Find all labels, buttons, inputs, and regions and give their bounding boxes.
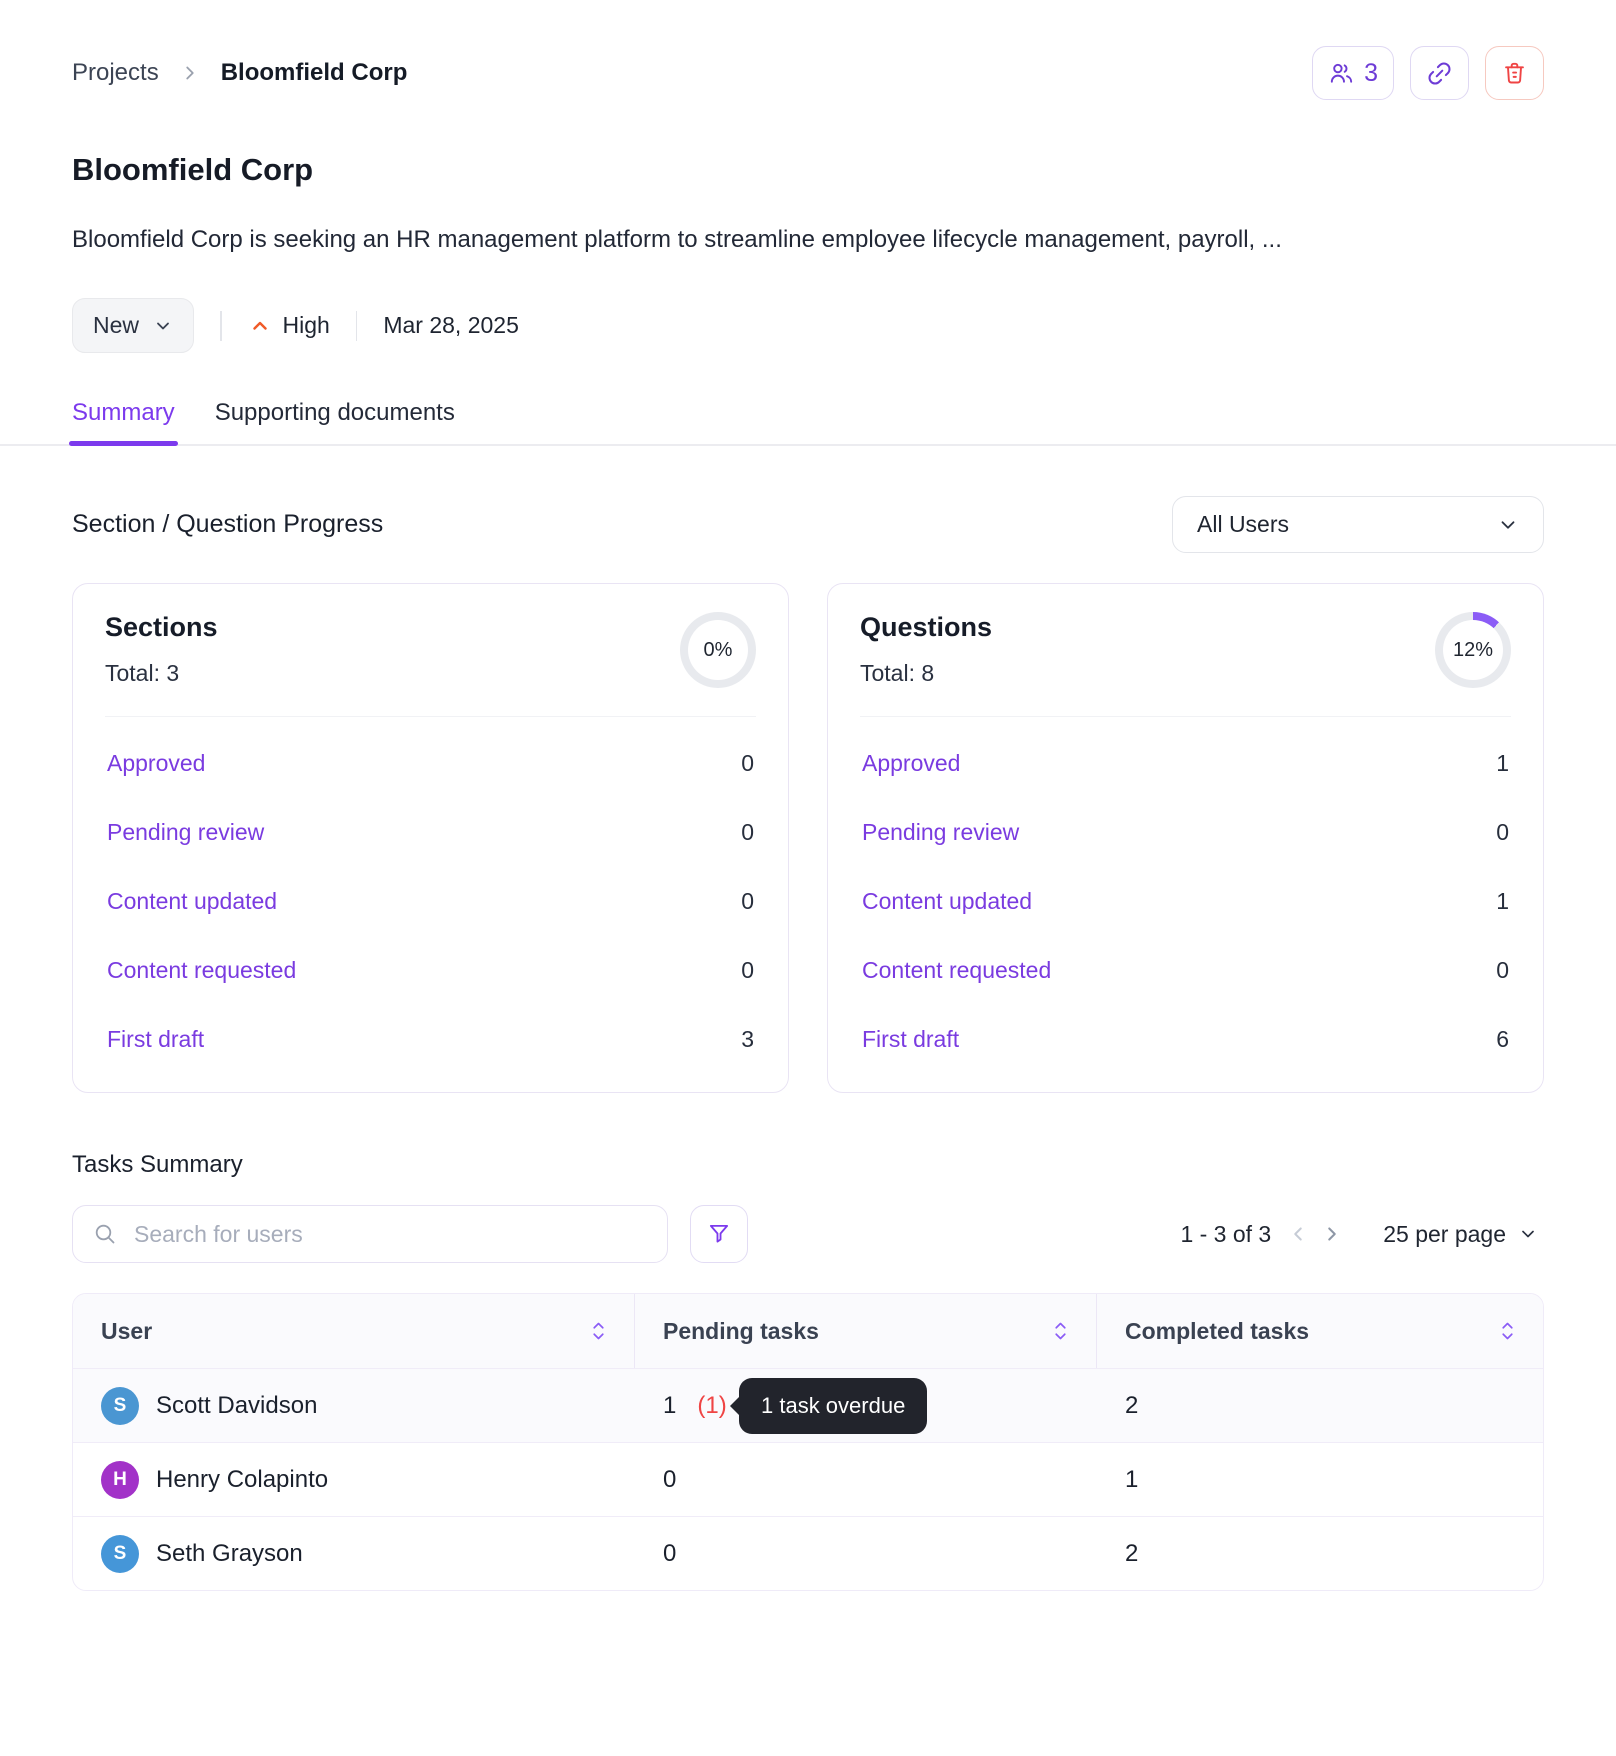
top-bar: [72, 46, 1544, 100]
stat-value: 1: [1496, 750, 1509, 777]
sort-icon: [1053, 1319, 1068, 1343]
pending-tasks-cell: [635, 1369, 1097, 1442]
pending-count: 0: [663, 1539, 677, 1567]
users-icon: [1328, 60, 1355, 87]
stat-link[interactable]: Pending review: [862, 819, 1020, 846]
table-row[interactable]: [73, 1516, 1543, 1590]
stat-row: [860, 729, 1511, 798]
stat-row: [105, 729, 756, 798]
page-title: Bloomfield Corp: [72, 152, 314, 187]
table-body: [73, 1368, 1543, 1590]
progress-donut: [1435, 612, 1511, 688]
pending-count: 0: [663, 1465, 677, 1493]
stat-link[interactable]: Approved: [107, 750, 206, 777]
pagination: [1180, 1217, 1544, 1251]
status-dropdown[interactable]: [72, 298, 194, 353]
tab-bar: [0, 399, 1616, 446]
priority-indicator: [248, 312, 330, 339]
stat-value: 0: [741, 888, 754, 915]
stat-row: [860, 1005, 1511, 1074]
progress-card-sections: [72, 583, 789, 1093]
tasks-toolbar: [72, 1205, 1544, 1263]
user-cell: [73, 1443, 635, 1516]
header-actions: [1312, 46, 1544, 100]
column-header-pending-tasks[interactable]: [635, 1294, 1097, 1368]
divider: [356, 311, 358, 341]
divider: [220, 311, 222, 341]
column-header-completed-tasks[interactable]: [1097, 1294, 1543, 1368]
card-total: Total: 3: [105, 660, 180, 687]
chevron-left-icon: [1287, 1223, 1309, 1245]
project-description: Bloomfield Corp is seeking an HR management platform to streamline employee lifecycle management, payroll, ...: [72, 226, 1282, 253]
stat-row: [860, 867, 1511, 936]
stat-value: 0: [741, 819, 754, 846]
search-icon: [93, 1222, 117, 1246]
progress-donut: [680, 612, 756, 688]
priority-label: High: [282, 312, 330, 339]
card-title: Sections: [105, 612, 218, 643]
avatar: H: [101, 1461, 139, 1499]
search-input[interactable]: [132, 1220, 647, 1249]
user-filter-value: All Users: [1197, 511, 1290, 538]
chevron-down-icon: [1497, 514, 1519, 536]
stat-row: [105, 867, 756, 936]
stat-link[interactable]: Approved: [862, 750, 961, 777]
chevron-right-icon: [1321, 1223, 1343, 1245]
chevron-down-icon: [1518, 1224, 1538, 1244]
progress-heading: Section / Question Progress: [72, 510, 384, 539]
completed-tasks-cell: [1097, 1517, 1543, 1590]
stat-value: 0: [741, 957, 754, 984]
tab-supporting-documents[interactable]: Supporting documents: [214, 399, 455, 427]
search-input-wrapper: [72, 1205, 668, 1263]
stat-row: [860, 798, 1511, 867]
user-name: Seth Grayson: [156, 1539, 303, 1567]
stat-row: [105, 1005, 756, 1074]
avatar: S: [101, 1535, 139, 1573]
breadcrumb: [72, 59, 407, 87]
pagination-range: 1 - 3 of 3: [1180, 1220, 1272, 1247]
stat-row: [860, 936, 1511, 1005]
card-title: Questions: [860, 612, 993, 643]
card-header: [860, 612, 1511, 717]
tab-summary[interactable]: Summary: [72, 399, 175, 444]
sort-icon: [1500, 1319, 1515, 1343]
completed-count: 2: [1125, 1391, 1139, 1419]
table-row[interactable]: [73, 1442, 1543, 1516]
user-cell: [73, 1369, 635, 1442]
progress-header-row: [72, 496, 1544, 553]
stat-list: [105, 717, 756, 1074]
stat-link[interactable]: Content updated: [107, 888, 278, 915]
table-row[interactable]: [73, 1368, 1543, 1442]
donut-percent: 0%: [703, 638, 733, 661]
completed-count: 2: [1125, 1539, 1139, 1567]
stat-link[interactable]: Content requested: [107, 957, 297, 984]
stat-row: [105, 936, 756, 1005]
members-count: 3: [1364, 58, 1378, 87]
stat-value: 3: [741, 1026, 754, 1053]
stat-value: 0: [741, 750, 754, 777]
priority-high-icon: [248, 314, 272, 338]
completed-tasks-cell: [1097, 1369, 1543, 1442]
overdue-count: (1): [697, 1391, 727, 1419]
copy-link-button[interactable]: [1410, 46, 1469, 100]
stat-row: [105, 798, 756, 867]
overdue-tooltip: 1 task overdue: [739, 1378, 927, 1434]
link-icon: [1426, 60, 1453, 87]
breadcrumb-current: Bloomfield Corp: [220, 59, 408, 86]
card-header: [105, 612, 756, 717]
project-meta-row: [72, 298, 1544, 353]
stat-value: 0: [1496, 819, 1509, 846]
column-label: Pending tasks: [663, 1317, 819, 1344]
progress-card-questions: [827, 583, 1544, 1093]
status-label: New: [93, 312, 140, 339]
delete-button[interactable]: [1485, 46, 1544, 100]
chevron-right-icon: [179, 62, 201, 84]
pagination-prev-button[interactable]: [1281, 1217, 1315, 1251]
stat-list: [860, 717, 1511, 1074]
column-label: Completed tasks: [1125, 1317, 1310, 1344]
filter-funnel-icon: [706, 1221, 732, 1247]
user-filter-select[interactable]: [1172, 496, 1544, 553]
filter-button[interactable]: [690, 1205, 748, 1263]
user-cell: [73, 1517, 635, 1590]
breadcrumb-projects[interactable]: Projects: [72, 59, 159, 86]
card-total: Total: 8: [860, 660, 935, 687]
completed-count: 1: [1125, 1465, 1139, 1493]
donut-percent: 12%: [1452, 638, 1494, 661]
stat-link[interactable]: Pending review: [107, 819, 265, 846]
stat-value: 1: [1496, 888, 1509, 915]
chevron-down-icon: [153, 316, 173, 336]
stat-link[interactable]: Content updated: [862, 888, 1033, 915]
progress-cards: [72, 583, 1544, 1093]
column-header-user[interactable]: [73, 1294, 635, 1368]
stat-link[interactable]: Content requested: [862, 957, 1052, 984]
stat-link[interactable]: First draft: [862, 1026, 960, 1053]
tasks-table: [72, 1293, 1544, 1591]
per-page-value: 25 per page: [1383, 1220, 1506, 1247]
per-page-select[interactable]: [1377, 1220, 1544, 1249]
pagination-next-button[interactable]: [1315, 1217, 1349, 1251]
avatar: S: [101, 1387, 139, 1425]
sort-icon: [591, 1319, 606, 1343]
pending-tasks-cell: [635, 1517, 1097, 1590]
trash-icon: [1501, 60, 1528, 87]
stat-value: 0: [1496, 957, 1509, 984]
due-date: Mar 28, 2025: [383, 312, 519, 339]
pending-count: 1: [663, 1391, 677, 1419]
stat-value: 6: [1496, 1026, 1509, 1053]
user-name: Scott Davidson: [156, 1391, 318, 1419]
tasks-heading: Tasks Summary: [72, 1151, 243, 1179]
completed-tasks-cell: [1097, 1443, 1543, 1516]
table-header: [73, 1294, 1543, 1368]
user-name: Henry Colapinto: [156, 1465, 329, 1493]
stat-link[interactable]: First draft: [107, 1026, 205, 1053]
column-label: User: [101, 1317, 153, 1344]
members-button[interactable]: [1312, 46, 1394, 100]
pending-tasks-cell: [635, 1443, 1097, 1516]
